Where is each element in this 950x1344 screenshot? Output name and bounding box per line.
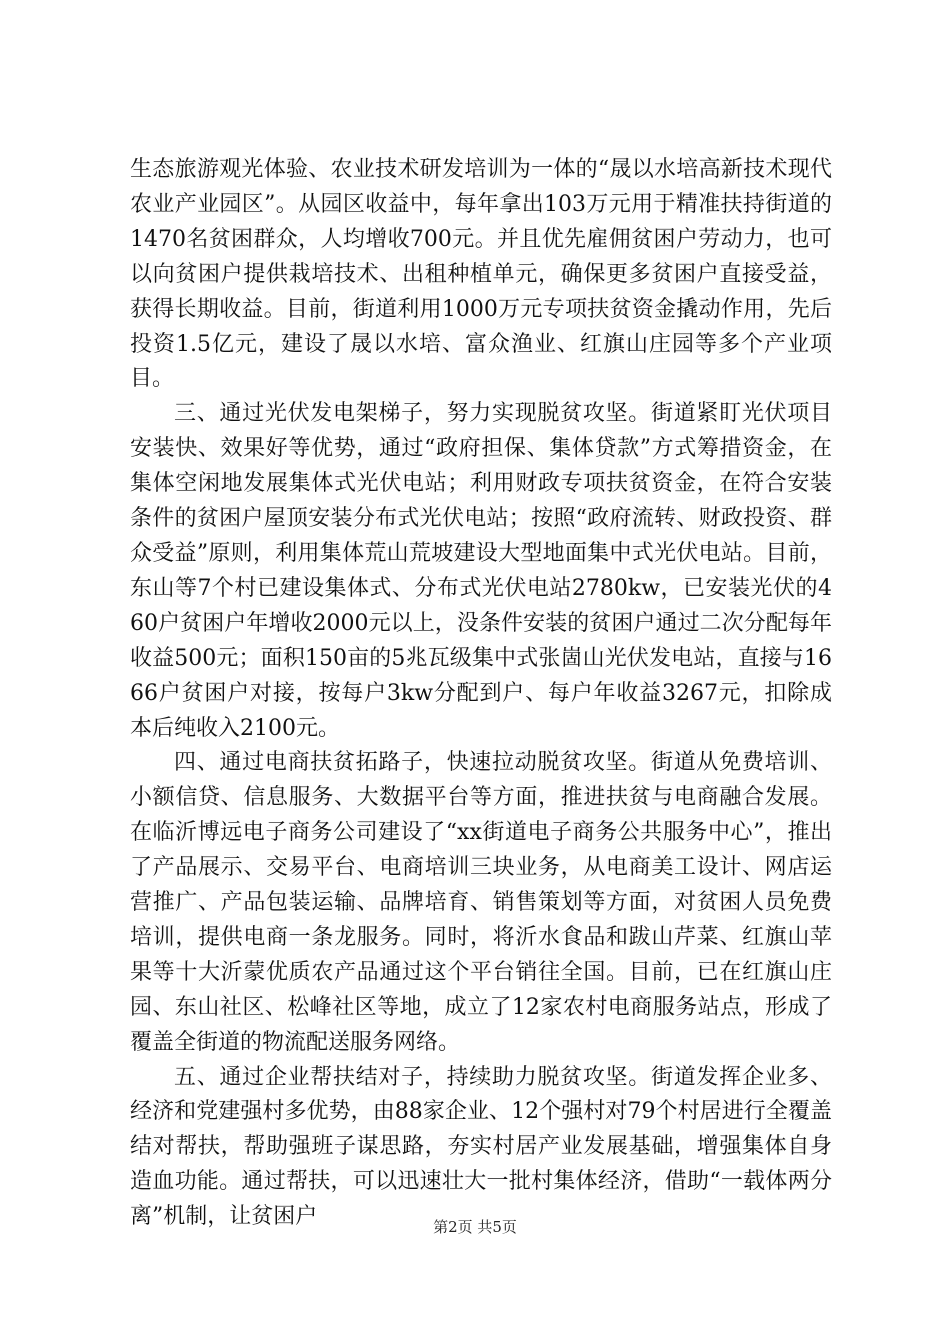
paragraph-solar-power: 三、通过光伏发电架梯子，努力实现脱贫攻坚。街道紧盯光伏项目安装快、效果好等优势，通过“政府担保、集体贷款”方式筹措资金，在集体空闲地发展集体式光伏电站；利用财政专项扶贫资金，在符合安装条件的贫困户屋顶安装分布式光伏电站；按照“政府流转、财政投资、群众受益”原则，利用集体荒山荒坡建设大型地面集中式光伏电站。目前，东山等7个村已建设集体式、分布式光伏电站2780kw，已安装光伏的460户贫困户年增收2000元以上，没条件安装的贫困户通过二次分配每年收益500元；面积150亩的5兆瓦级集中式张崮山光伏发电站，直接与1666户贫困户对接，按每户3kw分配到户、每户年收益3267元，扣除成本后纯收入2100元。 (130, 401, 832, 741)
page-number-footer: 第2页 共5页 (433, 1218, 517, 1236)
paragraph-enterprise-support: 五、通过企业帮扶结对子，持续助力脱贫攻坚。街道发挥企业多、经济和党建强村多优势，由88家企业、12个强村对79个村居进行全覆盖结对帮扶，帮助强班子谋思路，夯实村居产业发展基础，增强集体自身造血功能。通过帮扶，可以迅速壮大一批村集体经济，借助“一载体两分离”机制，让贫困户 (130, 1064, 832, 1230)
paragraph-industry-park: 生态旅游观光体验、农业技术研发培训为一体的“晟以水培高新技术现代农业产业园区”。从园区收益中，每年拿出103万元用于精准扶持街道的1470名贫困群众，人均增收700元。并且优先雇佣贫困户劳动力，也可以向贫困户提供栽培技术、出租种植单元，确保更多贫困户直接受益，获得长期收益。目前，街道利用1000万元专项扶贫资金撬动作用，先后投资1.5亿元，建设了晟以水培、富众渔业、红旗山庄园等多个产业项目。 (130, 157, 832, 392)
paragraph-ecommerce: 四、通过电商扶贫拓路子，快速拉动脱贫攻坚。街道从免费培训、小额信贷、信息服务、大数据平台等方面，推进扶贫与电商融合发展。在临沂博远电子商务公司建设了“xx街道电子商务公共服务中心”，推出了产品展示、交易平台、电商培训三块业务，从电商美工设计、网店运营推广、产品包装运输、品牌培育、销售策划等方面，对贫困人员免费培训，提供电商一条龙服务。同时，将沂水食品和跋山芹菜、红旗山苹果等十大沂蒙优质农产品通过这个平台销往全国。目前，已在红旗山庄园、东山社区、松峰社区等地，成立了12家农村电商服务站点，形成了覆盖全街道的物流配送服务网络。 (130, 750, 832, 1055)
document-body (130, 153, 832, 1235)
